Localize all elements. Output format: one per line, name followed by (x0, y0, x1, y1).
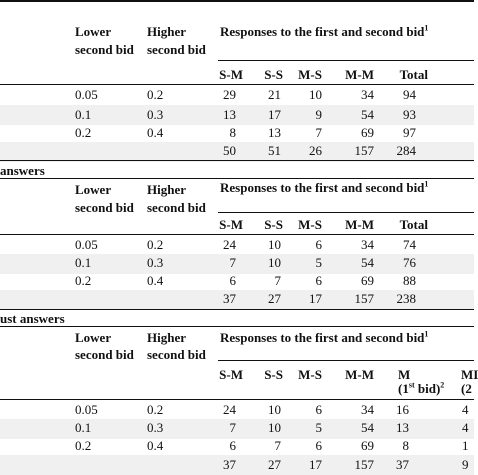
panel2-lower-header-2: second bid (75, 200, 134, 215)
panel2-row3-total: 88 (403, 273, 416, 288)
panel2-row1-ms: 6 (315, 237, 322, 252)
panel2-row3-lower: 0.2 (75, 273, 92, 288)
panel1-header-rule (0, 84, 474, 85)
panel3-row1-m: 16 (396, 402, 409, 417)
panel1-total-ss: 51 (268, 143, 281, 158)
panel3-total-ss: 27 (268, 457, 281, 472)
panel1-row3-mm: 69 (361, 125, 374, 140)
panel2-row3-sm: 6 (229, 273, 236, 288)
panel1-row1-higher: 0.2 (147, 87, 164, 102)
panel2-col-ms: M-S (298, 217, 322, 232)
panel1-top-rule (0, 0, 474, 2)
panel2-row1-higher: 0.2 (147, 237, 164, 252)
panel1-bottom-rule (0, 160, 474, 161)
panel2-row2-ms: 5 (315, 255, 322, 270)
panel1-row1-ss: 21 (268, 87, 281, 102)
panel2-subheader-rule (218, 212, 474, 213)
panel1-higher-header-1: Higher (147, 24, 186, 39)
panel3-row2-mm: 54 (361, 420, 374, 435)
panel1-row3-ms: 7 (315, 125, 322, 140)
panel2-col-sm: S-M (219, 217, 243, 232)
panel3-lower-header-2: second bid (75, 347, 134, 362)
panel1-lower-header-1: Lower (75, 24, 112, 39)
panel3-col-m: M (398, 367, 411, 382)
panel1-col-total: Total (399, 67, 428, 82)
panel2-higher-header-1: Higher (147, 182, 186, 197)
panel1-row3-sm: 8 (229, 125, 236, 140)
panel3-row1-mi: 4 (462, 402, 469, 417)
panel2-row1-mm: 34 (361, 237, 374, 252)
panel3-top-rule (0, 326, 474, 327)
panel1-row3-lower: 0.2 (75, 125, 92, 140)
panel3-row3-lower: 0.2 (75, 438, 92, 453)
panel1-row2-lower: 0.1 (75, 107, 92, 122)
panel2-total-ss: 27 (268, 291, 281, 306)
panel3-row2-lower: 0.1 (75, 420, 92, 435)
panel3-row1-lower: 0.05 (75, 402, 98, 417)
panel3-row3-ss: 7 (274, 438, 281, 453)
panel2-responses-header: Responses to the first and second bid$^1$ (220, 179, 429, 195)
panel2-col-mm: M-M (345, 217, 374, 232)
panel3-higher-header-2: second bid (147, 347, 206, 362)
panel1-col-sm: S-M (219, 67, 243, 82)
panel3-row2-ss: 10 (268, 420, 281, 435)
panel1-row1-lower: 0.05 (75, 87, 98, 102)
panel3-row3-ms: 6 (315, 438, 322, 453)
panel3-total-mi: 9 (462, 457, 469, 472)
panel3-col-ms: M-S (298, 367, 322, 382)
panel3-col-mi: MI (461, 367, 478, 382)
panel3-row3-mm: 69 (361, 438, 374, 453)
panel1-row3-higher: 0.4 (147, 125, 164, 140)
panel1-row3-total: 97 (403, 125, 416, 140)
panel2-row3-ss: 7 (274, 273, 281, 288)
panel3-header-rule (0, 399, 474, 400)
panel3-total-m: 37 (396, 457, 409, 472)
panel3-row2-ms: 5 (315, 420, 322, 435)
panel3-label: ust answers (0, 311, 65, 326)
panel3-row2-m: 13 (396, 420, 409, 435)
panel2-header-rule (0, 234, 474, 235)
panel2-row1-ss: 10 (268, 237, 281, 252)
panel2-bottom-rule (0, 309, 474, 310)
panel3-col-mi-sub: (2 (461, 381, 472, 396)
panel1-row2-ss: 17 (268, 107, 281, 122)
panel1-col-ss: S-S (264, 67, 283, 82)
panel3-total-ms: 17 (309, 457, 322, 472)
panel1-row1-sm: 29 (223, 87, 236, 102)
panel3-col-m-sub: (1st bid)$^2$ (398, 380, 445, 396)
panel2-total-mm: 157 (354, 291, 374, 306)
panel2-row2-lower: 0.1 (75, 255, 92, 270)
panel1-row2-sm: 13 (223, 107, 236, 122)
panel2-row2-ss: 10 (268, 255, 281, 270)
panel1-row2-ms: 9 (315, 107, 322, 122)
panel3-row3-mi: 1 (462, 438, 469, 453)
panel3-row3-sm: 6 (229, 438, 236, 453)
panel1-total-mm: 157 (354, 143, 374, 158)
panel3-row3-m: 8 (402, 438, 409, 453)
panel2-col-ss: S-S (264, 217, 283, 232)
panel1-subheader-rule (218, 60, 474, 61)
panel2-total-total: 238 (396, 291, 416, 306)
panel3-total-mm: 157 (354, 457, 374, 472)
panel1-responses-header: Responses to the first and second bid$^1$ (220, 23, 429, 39)
panel2-row3-higher: 0.4 (147, 273, 164, 288)
panel3-col-mm: M-M (345, 367, 374, 382)
panel3-row1-higher: 0.2 (147, 402, 164, 417)
panel1-total-sm: 50 (223, 143, 236, 158)
panel2-higher-header-2: second bid (147, 200, 206, 215)
panel2-row1-lower: 0.05 (75, 237, 98, 252)
panel1-row1-ms: 10 (309, 87, 322, 102)
panel3-row1-sm: 24 (223, 402, 236, 417)
panel3-responses-header: Responses to the first and second bid$^1$ (220, 329, 429, 345)
panel1-col-ms: M-S (298, 67, 322, 82)
panel3-subheader-rule (218, 360, 474, 361)
panel3-total-sm: 37 (223, 457, 236, 472)
panel1-row2-mm: 54 (361, 107, 374, 122)
panel3-row1-ms: 6 (315, 402, 322, 417)
panel1-col-mm: M-M (345, 67, 374, 82)
panel1-row2-higher: 0.3 (147, 107, 164, 122)
panel3-col-sm: S-M (219, 367, 243, 382)
panel2-total-ms: 17 (309, 291, 322, 306)
panel2-label: answers (0, 163, 45, 178)
panel1-lower-header-2: second bid (75, 42, 134, 57)
panel2-row3-ms: 6 (315, 273, 322, 288)
panel1-row1-total: 94 (403, 87, 416, 102)
panel2-row2-mm: 54 (361, 255, 374, 270)
panel2-row1-sm: 24 (223, 237, 236, 252)
panel1-row1-mm: 34 (361, 87, 374, 102)
panel1-total-ms: 26 (309, 143, 322, 158)
panel3-row1-mm: 34 (361, 402, 374, 417)
panel2-lower-header-1: Lower (75, 182, 112, 197)
panel3-col-ss: S-S (264, 367, 283, 382)
panel2-top-rule (0, 178, 474, 179)
panel2-row2-higher: 0.3 (147, 255, 164, 270)
panel3-higher-header-1: Higher (147, 330, 186, 345)
panel1-total-total: 284 (396, 143, 416, 158)
panel3-row2-sm: 7 (229, 420, 236, 435)
panel1-row2-total: 93 (403, 107, 416, 122)
panel1-row3-ss: 13 (268, 125, 281, 140)
panel3-row1-ss: 10 (268, 402, 281, 417)
panel3-lower-header-1: Lower (75, 330, 112, 345)
panel2-total-sm: 37 (223, 291, 236, 306)
panel3-row2-higher: 0.3 (147, 420, 164, 435)
panel2-row3-mm: 69 (361, 273, 374, 288)
panel3-row3-higher: 0.4 (147, 438, 164, 453)
panel1-higher-header-2: second bid (147, 42, 206, 57)
panel2-row2-sm: 7 (229, 255, 236, 270)
panel3-row2-mi: 4 (462, 420, 469, 435)
panel2-row2-total: 76 (403, 255, 416, 270)
panel2-col-total: Total (399, 217, 428, 232)
panel2-row1-total: 74 (403, 237, 416, 252)
